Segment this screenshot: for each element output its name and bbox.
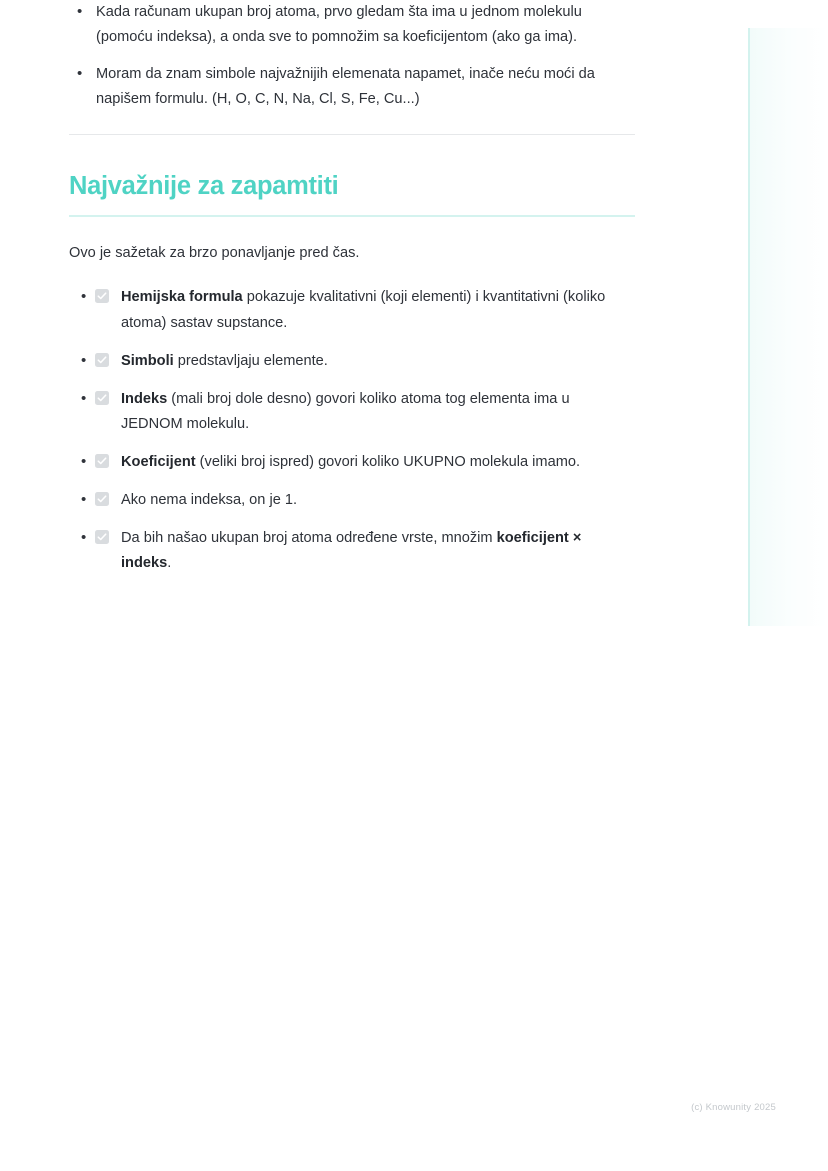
page-title: Najvažnije za zapamtiti	[69, 172, 339, 201]
list-item	[69, 387, 635, 437]
heading-underline-rule	[69, 215, 635, 217]
checkbox-checked-icon[interactable]	[95, 353, 109, 367]
list-item	[69, 450, 635, 475]
list-item	[69, 526, 635, 576]
list-item: • Kada računam ukupan broj atoma, prvo gledam šta ima u jednom molekulu (pomoću indeksa), a onda sve to pomnožim sa koeficijentom (ako ga ima).	[69, 0, 635, 50]
item-bold-lead: Simboli	[121, 352, 174, 369]
section-divider	[69, 134, 635, 135]
item-text: Da bih našao ukupan broj atoma određene vrste, množim	[121, 530, 497, 547]
list-item	[69, 285, 635, 335]
item-text: Ako nema indeksa, on je 1.	[121, 492, 298, 509]
item-bold-tail: koeficijent × indeks	[121, 530, 582, 572]
item-bold-lead: Indeks	[121, 390, 168, 407]
checkbox-checked-icon[interactable]	[95, 530, 109, 544]
item-text: (veliki broj ispred) govori koliko UKUPNO molekula imamo.	[195, 453, 581, 470]
checkbox-checked-icon[interactable]	[95, 289, 109, 303]
decorative-side-panel	[748, 28, 828, 626]
checkbox-checked-icon[interactable]	[95, 454, 109, 468]
item-bold-lead: Hemijska formula	[121, 289, 243, 306]
item-text: (mali broj dole desno) govori koliko atoma tog elementa ima u JEDNOM molekulu.	[121, 390, 570, 432]
item-text: pokazuje kvalitativni (koji elementi) i kvantitativni (koliko atoma) sastav supstance.	[121, 289, 606, 331]
footer-copyright: (c) Knowunity 2025	[691, 1102, 776, 1113]
summary-checklist	[69, 285, 635, 576]
list-item	[69, 349, 635, 374]
intro-bullet-list	[69, 0, 635, 112]
item-text: predstavljaju elemente.	[173, 352, 328, 369]
item-bold-lead: Koeficijent	[121, 453, 196, 470]
checkbox-checked-icon[interactable]	[95, 492, 109, 506]
document-page	[69, 0, 635, 589]
list-item	[69, 488, 635, 513]
section-lead-paragraph: Ovo je sažetak za brzo ponavljanje pred čas.	[69, 244, 360, 261]
item-tail-end: .	[167, 555, 172, 572]
checkbox-checked-icon[interactable]	[95, 391, 109, 405]
list-item: • Moram da znam simbole najvažnijih elemenata napamet, inače neću moći da napišem formulu. (H, O, C, N, Na, Cl, S, Fe, Cu...)	[69, 62, 635, 112]
